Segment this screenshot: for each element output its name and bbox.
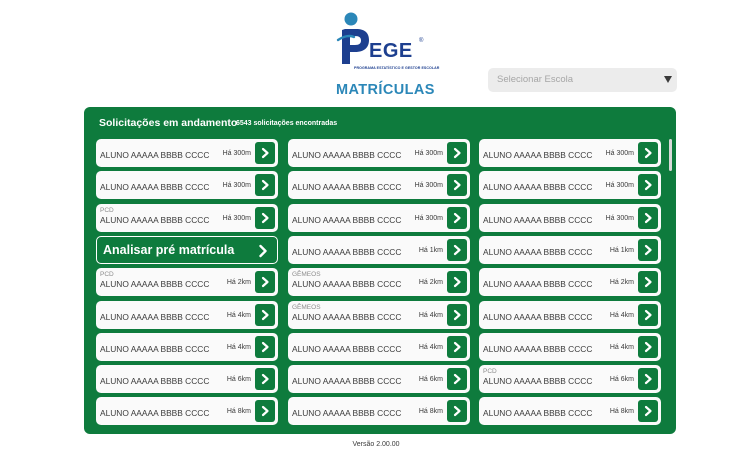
- request-card[interactable]: [479, 171, 661, 199]
- analyze-pre-enrollment-button[interactable]: [96, 236, 278, 264]
- student-name: ALUNO AAAAA BBBB CCCC: [100, 376, 210, 387]
- request-card[interactable]: [96, 397, 278, 425]
- open-request-button[interactable]: [255, 207, 275, 229]
- distance-label: Há 2km: [609, 279, 634, 287]
- student-name: ALUNO AAAAA BBBB CCCC: [100, 311, 210, 322]
- registered-mark: ®: [419, 38, 424, 44]
- open-request-button[interactable]: [638, 304, 658, 326]
- request-card[interactable]: [479, 139, 661, 167]
- request-card[interactable]: [96, 365, 278, 393]
- page-title: MATRÍCULAS: [336, 82, 435, 98]
- distance-label: Há 300m: [414, 150, 443, 157]
- student-name: ALUNO AAAAA BBBB CCCC: [292, 182, 402, 193]
- distance-label: Há 300m: [605, 182, 634, 190]
- request-card[interactable]: [479, 236, 661, 264]
- student-name: ALUNO AAAAA BBBB CCCC: [483, 279, 593, 290]
- student-tag: PCD: [100, 271, 114, 279]
- request-card[interactable]: [96, 268, 278, 296]
- open-request-button[interactable]: [255, 368, 275, 390]
- distance-label: Há 6km: [418, 376, 443, 384]
- student-tag: GÊMEOS: [292, 271, 321, 279]
- request-card[interactable]: [479, 397, 661, 425]
- student-name: ALUNO AAAAA BBBB CCCC: [100, 343, 210, 354]
- logo-tagline: PROGRAMA ESTATÍSTICO E GESTOR ESCOLAR: [354, 66, 440, 70]
- panel-count: 6543 solicitações encontradas: [236, 120, 338, 127]
- request-card[interactable]: [288, 333, 470, 361]
- request-card[interactable]: [288, 365, 470, 393]
- request-card[interactable]: [288, 301, 470, 329]
- panel-title: Solicitações em andamento: [99, 117, 238, 129]
- scrollbar[interactable]: [669, 139, 672, 171]
- open-request-button[interactable]: [255, 336, 275, 358]
- request-card[interactable]: [479, 365, 661, 393]
- student-name: ALUNO AAAAA BBBB CCCC: [483, 246, 593, 257]
- distance-label: Há 2km: [226, 279, 251, 287]
- open-request-button[interactable]: [638, 174, 658, 196]
- distance-label: Há 1km: [418, 246, 443, 254]
- request-card[interactable]: [96, 333, 278, 361]
- request-card[interactable]: [288, 204, 470, 232]
- student-name: ALUNO AAAAA BBBB CCCC: [100, 150, 210, 160]
- open-request-button[interactable]: [447, 207, 467, 229]
- distance-label: Há 6km: [226, 376, 251, 384]
- request-card[interactable]: [96, 301, 278, 329]
- open-request-button[interactable]: [638, 207, 658, 229]
- open-request-button[interactable]: [638, 336, 658, 358]
- analyze-pre-enrollment-label: Analisar pré matrícula: [103, 242, 235, 257]
- distance-label: Há 300m: [222, 182, 251, 190]
- student-name: ALUNO AAAAA BBBB CCCC: [483, 343, 593, 354]
- student-name: ALUNO AAAAA BBBB CCCC: [100, 182, 210, 193]
- student-name: ALUNO AAAAA BBBB CCCC: [292, 311, 402, 322]
- student-name: ALUNO AAAAA BBBB CCCC: [483, 408, 593, 419]
- open-request-button[interactable]: [447, 271, 467, 293]
- student-name: ALUNO AAAAA BBBB CCCC: [292, 214, 402, 225]
- school-select-placeholder: Selecionar Escola: [497, 74, 574, 85]
- request-card[interactable]: [96, 139, 278, 167]
- request-card[interactable]: [96, 171, 278, 199]
- distance-label: Há 1km: [609, 246, 634, 254]
- open-request-button[interactable]: [255, 304, 275, 326]
- distance-label: Há 4km: [226, 343, 251, 351]
- student-name: ALUNO AAAAA BBBB CCCC: [100, 279, 210, 290]
- distance-label: Há 2km: [418, 279, 443, 287]
- pege-logo: [336, 10, 440, 98]
- open-request-button[interactable]: [638, 142, 658, 164]
- request-card[interactable]: [288, 268, 470, 296]
- open-request-button[interactable]: [447, 368, 467, 390]
- school-select[interactable]: [488, 68, 677, 92]
- pege-logo-mark: [336, 10, 440, 70]
- student-name: ALUNO AAAAA BBBB CCCC: [292, 246, 402, 257]
- student-name: ALUNO AAAAA BBBB CCCC: [483, 214, 593, 225]
- student-name: ALUNO AAAAA BBBB CCCC: [292, 376, 402, 387]
- student-name: ALUNO AAAAA BBBB CCCC: [483, 376, 593, 387]
- student-name: ALUNO AAAAA BBBB CCCC: [292, 343, 402, 354]
- student-tag: PCD: [483, 368, 497, 376]
- request-card[interactable]: [96, 204, 278, 232]
- request-card[interactable]: [288, 236, 470, 264]
- open-request-button[interactable]: [447, 336, 467, 358]
- request-card[interactable]: [479, 204, 661, 232]
- request-card[interactable]: [479, 333, 661, 361]
- student-name: ALUNO AAAAA BBBB CCCC: [100, 214, 210, 225]
- student-name: ALUNO AAAAA BBBB CCCC: [292, 408, 402, 419]
- caret-down-icon: [664, 76, 672, 83]
- distance-label: Há 300m: [222, 214, 251, 222]
- distance-label: Há 4km: [418, 343, 443, 351]
- request-card[interactable]: [288, 171, 470, 199]
- distance-label: Há 300m: [414, 182, 443, 190]
- request-card[interactable]: [479, 301, 661, 329]
- student-name: ALUNO AAAAA BBBB CCCC: [292, 279, 402, 290]
- open-request-button[interactable]: [255, 271, 275, 293]
- open-request-button[interactable]: [255, 400, 275, 422]
- requests-panel: [84, 107, 676, 434]
- distance-label: Há 300m: [222, 150, 251, 157]
- open-request-button[interactable]: [255, 142, 275, 164]
- distance-label: Há 300m: [605, 150, 634, 157]
- open-request-button[interactable]: [255, 174, 275, 196]
- student-tag: PCD: [100, 206, 114, 214]
- distance-label: Há 4km: [418, 311, 443, 319]
- student-name: ALUNO AAAAA BBBB CCCC: [292, 150, 402, 160]
- chevron-right-icon: [257, 244, 269, 263]
- open-request-button[interactable]: [447, 400, 467, 422]
- request-card[interactable]: [479, 268, 661, 296]
- student-name: ALUNO AAAAA BBBB CCCC: [483, 150, 593, 160]
- distance-label: Há 300m: [605, 214, 634, 222]
- request-card[interactable]: [288, 397, 470, 425]
- open-request-button[interactable]: [638, 368, 658, 390]
- distance-label: Há 8km: [226, 408, 251, 416]
- open-request-button[interactable]: [447, 239, 467, 261]
- distance-label: Há 4km: [609, 311, 634, 319]
- student-name: ALUNO AAAAA BBBB CCCC: [483, 182, 593, 193]
- distance-label: Há 8km: [418, 408, 443, 416]
- distance-label: Há 300m: [414, 214, 443, 222]
- logo-wordmark: EGE: [369, 40, 413, 62]
- open-request-button[interactable]: [638, 239, 658, 261]
- distance-label: Há 8km: [609, 408, 634, 416]
- app-version: Versão 2.00.00: [352, 441, 400, 448]
- open-request-button[interactable]: [447, 174, 467, 196]
- student-name: ALUNO AAAAA BBBB CCCC: [100, 408, 210, 419]
- student-tag: GÊMEOS: [292, 303, 321, 311]
- open-request-button[interactable]: [638, 271, 658, 293]
- open-request-button[interactable]: [447, 142, 467, 164]
- student-name: ALUNO AAAAA BBBB CCCC: [483, 311, 593, 322]
- open-request-button[interactable]: [638, 400, 658, 422]
- distance-label: Há 6km: [609, 376, 634, 384]
- open-request-button[interactable]: [447, 304, 467, 326]
- distance-label: Há 4km: [226, 311, 251, 319]
- distance-label: Há 4km: [609, 343, 634, 351]
- request-card[interactable]: [288, 139, 470, 167]
